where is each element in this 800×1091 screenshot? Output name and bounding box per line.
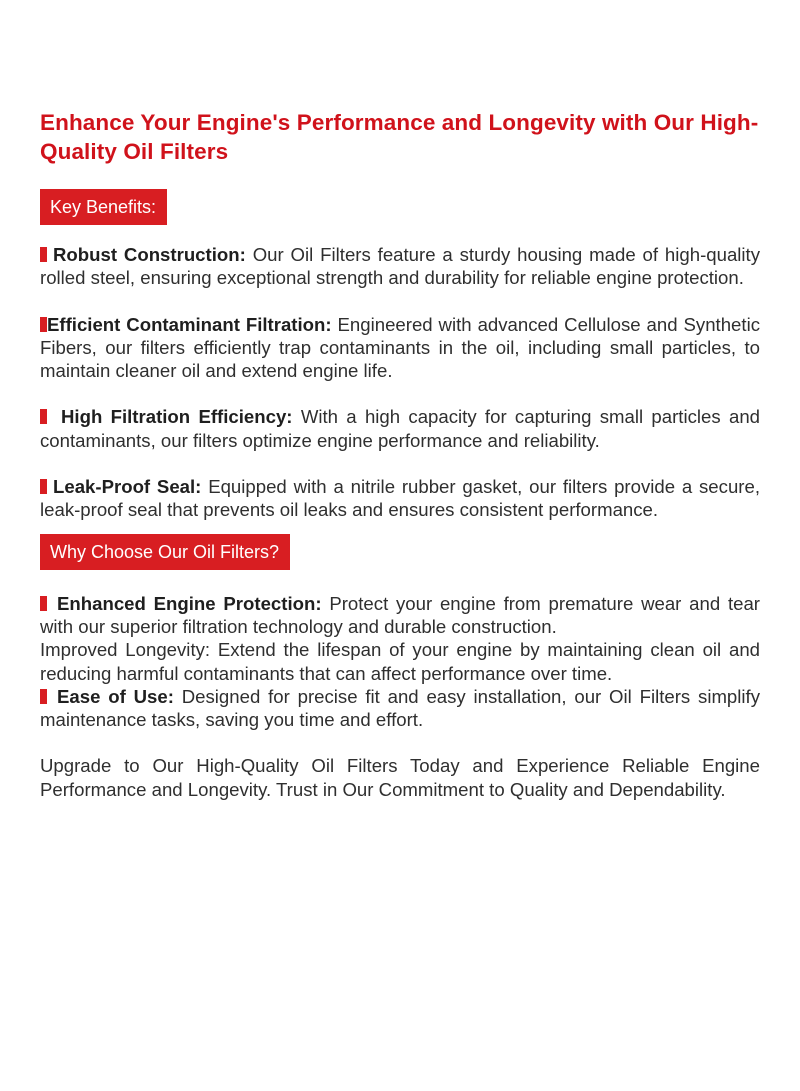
- page-title: Enhance Your Engine's Performance and Longevity with Our High-Quality Oil Filters: [40, 110, 759, 164]
- red-bar-icon: [40, 596, 47, 611]
- section-heading-key-benefits: Key Benefits:: [40, 189, 167, 225]
- reason-text: Improved Longevity: Extend the lifespan of your engine by maintaining clean oil and reducing harmful contaminants that can affect performance over time.: [40, 639, 760, 684]
- benefit-text: With a high capacity for capturing small particles and contaminants, our filters optimize engine performance and reliability.: [40, 406, 760, 451]
- closing-statement: Upgrade to Our High-Quality Oil Filters Today and Experience Reliable Engine Performance and Longevity. Trust in Our Commitment to Quality and Dependability.: [40, 755, 760, 800]
- reason-text: Protect your engine from premature wear and tear with our superior filtration technology and durable construction.: [40, 592, 760, 637]
- benefit-label: High Filtration Efficiency:: [61, 406, 293, 428]
- red-bar-icon: [40, 247, 47, 262]
- red-bar-icon: [40, 479, 47, 494]
- benefit-text: Engineered with advanced Cellulose and Synthetic Fibers, our filters efficiently trap contaminants in the oil, including small particles, to maintain cleaner oil and extend engine life.: [40, 313, 760, 382]
- red-bar-icon: [40, 409, 47, 424]
- section-heading-why-choose: Why Choose Our Oil Filters?: [40, 534, 290, 570]
- benefit-efficient-filtration: [40, 313, 760, 383]
- red-bar-icon: [40, 317, 47, 332]
- benefit-label: Robust Construction:: [53, 244, 246, 265]
- product-description: [40, 108, 760, 801]
- reason-ease-of-use: [40, 685, 760, 732]
- reason-improved-longevity: [40, 638, 760, 685]
- reason-enhanced-protection: [40, 592, 760, 639]
- benefit-high-filtration-efficiency: [40, 405, 760, 452]
- benefit-leak-proof-seal: [40, 475, 760, 522]
- benefit-label: Efficient Contaminant Filtration:: [47, 313, 332, 335]
- reason-text: Designed for precise fit and easy installation, our Oil Filters simplify maintenance tasks, saving you time and effort.: [40, 685, 760, 731]
- benefit-text: Equipped with a nitrile rubber gasket, our filters provide a secure, leak-proof seal that prevents oil leaks and ensures consistent performance.: [40, 476, 760, 521]
- reason-label: Enhanced Engine Protection:: [57, 592, 322, 614]
- benefit-label: Leak-Proof Seal:: [53, 476, 202, 498]
- red-bar-icon: [40, 689, 47, 704]
- benefit-text: Our Oil Filters feature a sturdy housing made of high-quality rolled steel, ensuring exceptional strength and durability for reliable engine protection.: [40, 244, 761, 289]
- benefit-robust-construction: [40, 243, 760, 290]
- reason-label: Ease of Use:: [57, 685, 174, 707]
